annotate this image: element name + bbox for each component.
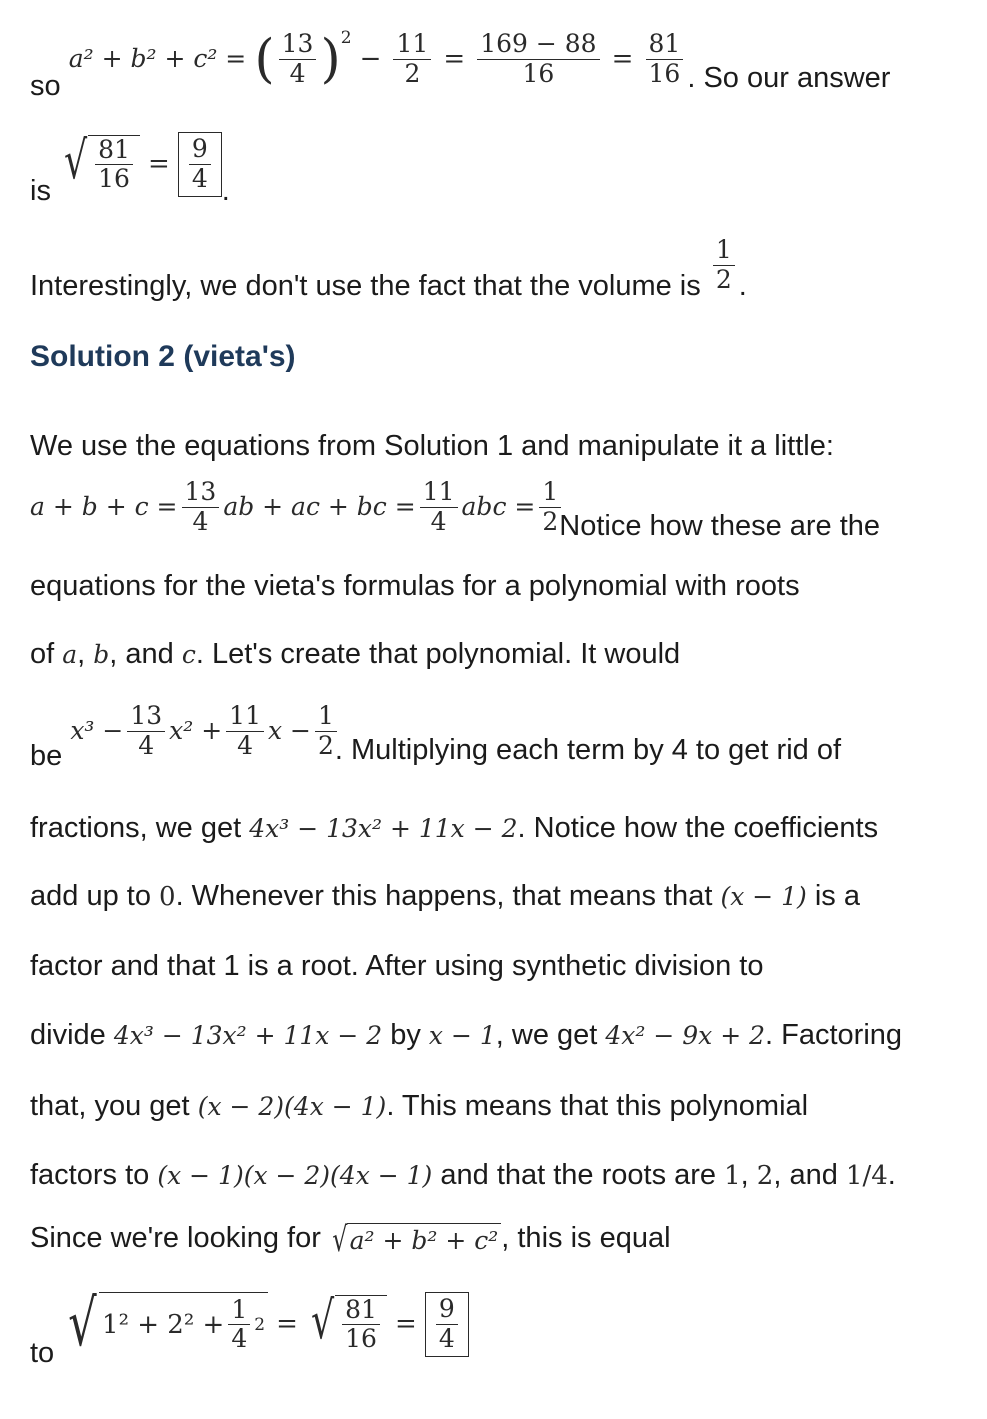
math-expression: (x − 1) — [720, 882, 807, 911]
math-operator: = — [443, 44, 466, 74]
math-number: 1 — [724, 1161, 741, 1191]
text-fragment: that, you get — [30, 1090, 190, 1122]
math-expression: a² + b² + c² — [349, 1226, 499, 1255]
fraction: $\frac{1}{2}$ — [713, 236, 735, 295]
math-number: 2 — [756, 1161, 774, 1191]
math-expression: 4x³ − 13x² + 11x − 2 — [249, 814, 518, 843]
answer-box: $\frac{9}{4}$ — [425, 1292, 469, 1357]
left-paren: ( — [254, 29, 275, 90]
fraction: $\frac{81}{16}$ — [646, 30, 684, 89]
text-fragment: . Whenever this happens, that means that — [175, 880, 713, 912]
text-fragment: . Let's create that polynomial. It would — [195, 638, 681, 670]
math-expression: (x − 2)(4x − 1) — [197, 1092, 387, 1121]
math-expression: ab + ac + bc = — [223, 491, 416, 521]
math-expression: 4x² − 9x + 2 — [605, 1021, 766, 1050]
text-line-3 — [30, 236, 747, 303]
text-fragment: divide — [30, 1019, 106, 1051]
section-heading: Solution 2 (vieta's) — [30, 340, 296, 373]
text-line-1 — [30, 28, 890, 103]
math-operator: = — [611, 44, 634, 74]
math-expression: 4x³ − 13x² + 11x − 2 — [113, 1021, 383, 1050]
answer-box: $\frac{9}{4}$ — [178, 132, 222, 197]
math-expression: abc = — [461, 491, 536, 521]
fraction: $\frac{81}{16}$ — [95, 136, 133, 195]
fraction: $\frac{1}{4}$ — [228, 1296, 250, 1355]
text-line-11: factor and that 1 is a root. After using synthetic division to — [30, 950, 764, 982]
text-fragment: add up to — [30, 880, 151, 912]
text-fragment: . — [887, 1159, 896, 1191]
fraction: $\frac{1}{2}$ — [315, 702, 337, 761]
math-expression: x³ − — [70, 715, 124, 745]
math-variable: c — [181, 640, 196, 669]
square-root: √ $\frac{81}{16}$ — [306, 1295, 387, 1355]
square-root: √ 1² + 2² + $\frac{1}{4}$ 2 — [62, 1292, 268, 1356]
text-line-15 — [30, 1220, 671, 1260]
text-line-5 — [30, 478, 880, 543]
text-fragment: , — [77, 638, 86, 670]
text-fragment: of — [30, 638, 55, 670]
fraction: $\frac{169 - 88}{16}$ — [477, 30, 599, 89]
text-fragment: . Notice how the coefficients — [517, 812, 879, 844]
math-operator: = — [148, 148, 170, 179]
math-variable: a — [62, 640, 78, 669]
fraction: $\frac{13}{4}$ — [127, 702, 165, 761]
line-prefix: be — [30, 739, 63, 772]
text-line-16 — [30, 1287, 469, 1370]
line-suffix: . — [221, 174, 230, 207]
text-fragment: is a — [814, 880, 860, 912]
math-expression: 1² + 2² + — [102, 1309, 225, 1340]
text-fragment: . This means that this polynomial — [386, 1090, 809, 1122]
text-fragment: , we get — [495, 1019, 598, 1051]
text-line-13 — [30, 1090, 808, 1123]
text-fragment: fractions, we get — [30, 812, 242, 844]
fraction: $\frac{11}{2}$ — [393, 30, 431, 89]
math-expression: (x − 1)(x − 2)(4x − 1) — [157, 1161, 433, 1190]
square-root: √ $\frac{81}{16}$ — [59, 135, 140, 195]
math-expression: x − — [267, 715, 311, 745]
line-suffix: . Multiplying each term by 4 to get rid of — [334, 733, 842, 766]
line-prefix: so — [30, 70, 61, 102]
text-line-7 — [30, 638, 680, 671]
math-expression: x² + — [169, 715, 223, 745]
exponent: 2 — [254, 1314, 266, 1335]
fraction: $\frac{11}{4}$ — [226, 702, 264, 761]
line-suffix: . So our answer — [687, 62, 891, 94]
text-line-2 — [30, 132, 230, 208]
math-operator: = — [276, 1308, 298, 1339]
math-number: 1/4 — [845, 1161, 888, 1191]
fraction: $\frac{81}{16}$ — [342, 1296, 380, 1355]
math-expression: x − 1 — [428, 1021, 496, 1050]
fraction: $\frac{13}{4}$ — [182, 478, 220, 537]
right-paren: ) — [320, 29, 341, 90]
text-fragment: by — [390, 1019, 421, 1051]
text-line-14: factors to (x − 1)(x − 2)(4x − 1) and that the roots are 1, 2, and 1/4. — [30, 1159, 896, 1191]
text-line-12 — [30, 1019, 902, 1052]
text-fragment: , and — [109, 638, 174, 670]
fraction: $\frac{1}{2}$ — [539, 478, 561, 537]
text-fragment: factors to — [30, 1159, 150, 1191]
math-number: 0 — [159, 882, 176, 912]
line-prefix: to — [30, 1336, 55, 1369]
math-expression: a + b + c = — [30, 491, 178, 521]
line-prefix: is — [30, 174, 51, 207]
fraction: $\frac{13}{4}$ — [279, 30, 317, 89]
fraction: $\frac{11}{4}$ — [420, 478, 458, 537]
line-suffix: Notice how these are the — [559, 509, 881, 542]
text-line-10 — [30, 880, 860, 913]
text-line-4: We use the equations from Solution 1 and manipulate it a little: — [30, 430, 834, 462]
math-operator: = — [395, 1308, 417, 1339]
text-fragment: . Factoring — [765, 1019, 903, 1051]
math-expression: a² + b² + c² = — [68, 44, 247, 73]
text-fragment: , and — [773, 1159, 838, 1191]
math-operator: − — [359, 44, 382, 74]
text-fragment: and that the roots are — [440, 1159, 717, 1191]
text-fragment: Since we're looking for — [30, 1222, 321, 1254]
square-root: √ a² + b² + c² — [329, 1223, 501, 1257]
math-variable: b — [93, 640, 110, 669]
text-fragment: , this is equal — [501, 1222, 671, 1254]
exponent: 2 — [340, 28, 352, 48]
line-suffix: . — [738, 269, 747, 302]
paragraph-text: Interestingly, we don't use the fact that the volume is — [30, 269, 701, 302]
text-line-8 — [30, 702, 841, 773]
text-line-6: equations for the vieta's formulas for a polynomial with roots — [30, 570, 800, 602]
text-line-9 — [30, 812, 878, 845]
